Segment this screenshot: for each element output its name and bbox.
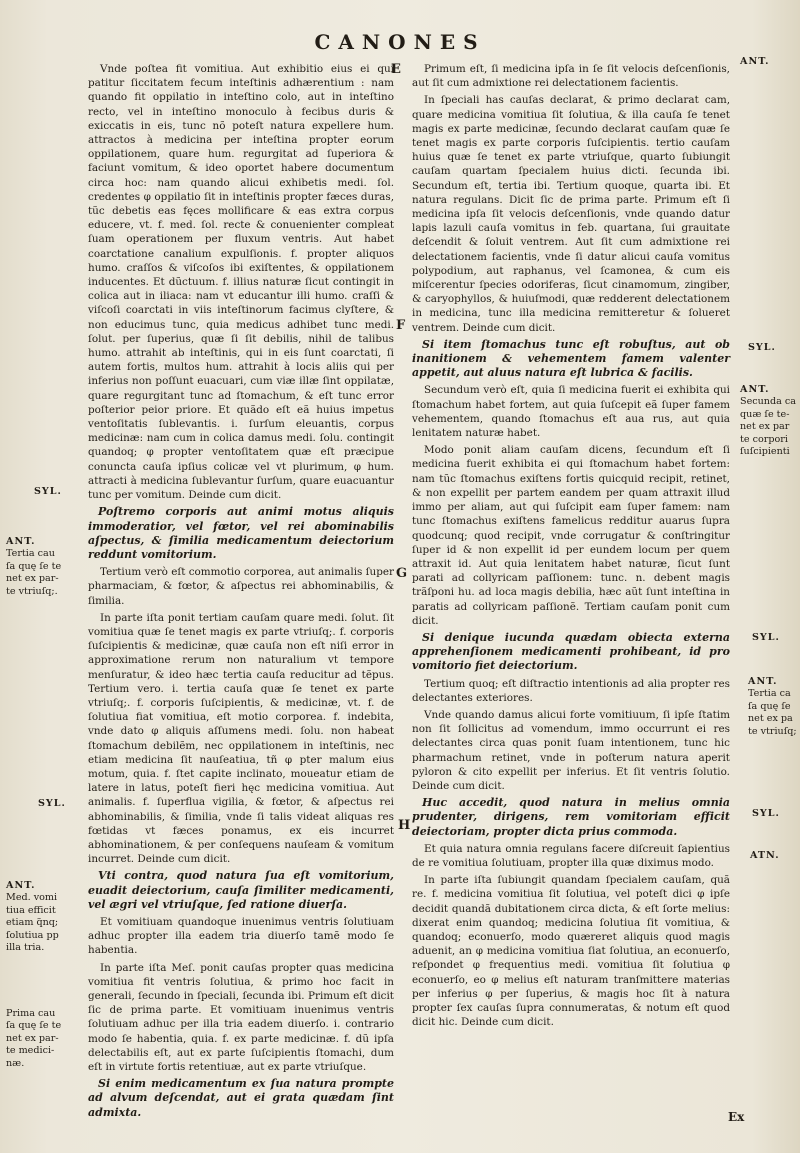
- gloss-tag: SYL.: [748, 342, 776, 353]
- gloss-line: Secunda ca: [740, 396, 796, 408]
- gloss-tag: ANT.: [740, 56, 770, 67]
- left-gloss-4: [6, 880, 59, 954]
- right-gloss-2: [748, 342, 776, 354]
- lemma-paragraph: Si enim medicamentum ex ſua natura prompte ad alvum deſcendat, aut ei grata quædam ſint admixta.: [88, 1077, 394, 1119]
- gloss-line: net ex par-: [6, 573, 59, 585]
- section-marker-g: G: [396, 566, 408, 581]
- lemma-paragraph: Si denique iucunda quædam obiecta externa apprehenſionem medicamenti prohibeant, id pro vomitorio fiet deiectorium.: [412, 630, 730, 673]
- section-marker-f: F: [396, 318, 406, 333]
- commentary-paragraph: Et quia natura omnia regulans facere diſcreuit ſapientius de re vomitiua ſolutiuam, propter illa quæ diximus modo.: [412, 842, 730, 869]
- commentary-paragraph: Primum eſt, ſi medicina ipſa in ſe ſit velocis deſcenſionis, aut ſit cum admixtione rei delectationem facientis.: [412, 63, 730, 90]
- running-header: CANONES: [314, 30, 486, 54]
- gloss-tag: SYL.: [34, 486, 62, 497]
- commentary-paragraph: Et vomitiuam quandoque inuenimus ventris ſolutiuam adhuc propter illa eadem tria diuerſo tamẽ modo ſe habentia.: [88, 915, 394, 957]
- gloss-line: Tertia cau: [6, 548, 55, 560]
- left-column: [88, 62, 394, 1123]
- commentary-paragraph: In parte iſta ſubiungit quandam ſpecialem cauſam, quã re. f. medicina vomitiua ſit ſolutiua, vel poteſt dici φ ipſe decidit quandã dubitationem circa dicta, & eſt ſorte melius: dixerat enim quandoq; medicina ſolutiua ſit vomitiua, & quandoq; econuerſo, modo quæreret aliquis quod magis aduenit, an φ medicina vomitiua ſiat ſolutiua, an econuerſo, reſpondet φ frequentius medi. vomitiua ſit ſolutiua φ econuerſo, eo φ melius eſt naturam tranſmittere materias per inferius φ per ſuperius, & magis hoc ſit à natura propter ſex cauſas ſupra connumeratas, & notum eſt quod dicit hic. Deinde cum dicit.: [412, 874, 730, 1029]
- gloss-line: ſa quę ſe te: [6, 560, 62, 572]
- gloss-line: quæ ſe te-: [740, 408, 790, 420]
- gloss-line: te vtriuſq;: [748, 725, 797, 737]
- gloss-line: illa tria.: [6, 942, 45, 954]
- gloss-tag: ANT.: [6, 536, 36, 547]
- commentary-paragraph: Tertium verò eſt commotio corporea, aut animalis ſuper pharmaciam, & fœtor, & aſpectus rei abhominabilis, & ſimilia.: [88, 566, 394, 607]
- catchword: Ex: [728, 1110, 745, 1124]
- commentary-paragraph: Vnde quando damus alicui forte vomitiuum, ſi ipſe ſtatim non ſit ſollicitus ad vomendum, immo occurrunt ei res delectantes circa quas ponit ſuam intentionem, tunc hic pharmachum retinet, vnde in poſterum natura aperit pyloron & cito expellit per inferius. Et ſit ventris ſolutio. Deinde cum dicit.: [412, 708, 730, 792]
- gloss-tag: ANT.: [748, 676, 778, 687]
- gloss-line: ſuſcipienti: [740, 446, 790, 458]
- gloss-line: Prima cau: [6, 1008, 56, 1019]
- gloss-line: net ex par-: [6, 1032, 59, 1044]
- gloss-line: næ.: [6, 1057, 25, 1069]
- commentary-paragraph: In parte iſta Meſ. ponit cauſas propter quas medicina vomitiua fit ventris ſolutiua, & primo hoc facit in generali, ſecundo in ſpeciali, ſecunda ibi. Primum eſt dicit ſic de prima parte. Et vomitiuam inuenimus ventris ſolutiuam adhuc per illa tria eadem diuerſo. i. contrario modo ſe habentia, quia. f. ex parte medicinæ. f. dũ ipſa delectabilis eſt, aut ex parte ſuſcipientis ſtomachi, dum eſt in virtute fortis retentiuæ, aut ex parte vtriuſque.: [88, 961, 394, 1074]
- lemma-paragraph: Huc accedit, quod natura in melius omnia prudenter, dirigens, rem vomitoriam efficit deiectoriam, propter dicta prius commoda.: [412, 796, 730, 838]
- right-gloss-6: [752, 808, 780, 820]
- left-gloss-5: [6, 1008, 61, 1070]
- section-marker-e: E: [391, 62, 401, 77]
- commentary-paragraph: In ſpeciali has cauſas declarat, & primo declarat cam, quare medicina vomitiua ſit ſolutiua, & illa cauſa ſe tenet magis ex parte medicinæ, ſecundo declarat cauſam quæ ſe tenet magis ex parte corporis ſuſcipientis. tertio cauſam huius quæ ſe tenet ex parte vtriuſque, quarto ſubiungit cauſam quartam ſpecialem huius dicti. ſecunda ibi. Secundum eſt, tertia ibi. Tertium quoque, quarta ibi. Et natura regulans. Dicit ſic de prima parte. Primum eſt ſi medicina ipſa ſit velocis deſcenſionis, vnde quando datur lapis lazuli cauſa vomitus in feb. quartana, ſui grauitate deſcendit & ſoluit ventrem. Aut ſit cum admixtione rei delectationem facientis, vnde ſi datur alicui cauſa vomitus polypodium, aut raphanus, vel ſcamonea, & cum eis miſcerentur ſpecies odoriferas, ſicut cinamomum, zingiber, & caryophyllos, & huiuſmodi, quæ redderent delectationem in medicina, tunc illa medicina remitteretur & ſolueret ventrem. Deinde cum dicit.: [412, 94, 730, 334]
- lemma-paragraph: Poſtremo corporis aut animi motus aliquis immoderatior, vel fœtor, vel rei abominabilis aſpectus, & ſimilia medicamentum deiectorium reddunt vomitorium.: [88, 505, 394, 561]
- commentary-paragraph: Vnde poſtea fit vomitiua. Aut exhibitio eius ei qui patitur ſiccitatem fecum inteſtinis adhærentium : nam quando fit oppilatio in inteſtino colo, aut in inteſtino recto, vel in inteſtino monoculo à fecibus duris & exiccatis in eis, tunc nõ poteſt natura expellere hum. attractos à medicina per inteſtina propter eorum oppilationem, quare hum. regurgitat ad ſuperiora & faciunt vomitum, & ideo oportet habere documentum circa hoc: nam quando alicui exhibetis medi. ſol. credentes φ oppilatio ſit in inteſtinis propter fæces duras, tũc debetis eas fęces mollificare & eas extra corpus educere, vt. f. med. ſol. recte & conuenienter compleat ſuam operationem per fluxum ventris. Aut habet coarctatione canalium expulſionis. f. propter aliquos humo. craſſos & viſcoſos ibi exiſtentes, & oppilationem inducentes. Et dũctuum. f. illius naturæ ſicut contingit in colica aut in iliaca: nam vt educantur illi humo. craſſi & viſcoſi coarctati in viis inteſtinorum facimus clyſtere, & non educimus tunc, quia medicus adhibet tunc medi. ſolut. per ſuperius, quæ ſi ſit debilis, nihil de talibus humo. attrahit ab inteſtinis, qui in eis ſunt coarctati, ſi autem fortis, multos hum. attrahit à locis aliis qui per inferius non poſſunt euacuari, cum viæ illæ ſint oppilatæ, quare regurgitant tunc ad ſtomachum, & eſt tunc error poſterior peior priore. Et quãdo eſt eã huius impetus ventoſitatis ſublevantis. i. ſurſum eleuantis, corpus medicinæ: nam cum in colica damus medi. ſolu. contingit quandoq; φ propter ventoſitatem quæ eſt præcipue conuncta cauſa ipſius colicæ vel vt plurimum, φ hum. attracti à medicina ſublevantur ſurſum, quare euacuantur tunc per vomitum. Deinde cum dicit.: [88, 63, 394, 502]
- right-gloss-3: [740, 384, 796, 458]
- gloss-line: etiam q̃nq;: [6, 917, 59, 929]
- gloss-line: tiua efficit: [6, 904, 56, 916]
- right-gloss-4: [752, 632, 780, 644]
- left-gloss-3: [38, 798, 66, 810]
- gloss-line: ſa quę ſe te: [6, 1020, 62, 1032]
- section-marker-h: H: [398, 818, 411, 833]
- gloss-line: ſolutiua pp: [6, 929, 59, 941]
- gloss-tag: SYL.: [752, 808, 780, 819]
- right-gloss-7: [750, 850, 780, 862]
- right-gloss-1: [740, 56, 769, 68]
- gloss-line: net ex par: [740, 421, 790, 433]
- right-column: [412, 62, 730, 1032]
- gloss-line: net ex pa: [748, 713, 793, 725]
- gloss-line: Tertia ca: [748, 688, 791, 700]
- gloss-line: Med. vomi: [6, 892, 58, 904]
- gloss-tag: SYL.: [38, 798, 66, 809]
- gloss-line: te corpori: [740, 433, 788, 445]
- commentary-paragraph: Tertium quoq; eſt diſtractio intentionis ad alia propter res delectantes exteriores.: [412, 677, 730, 704]
- gloss-tag: ANT.: [740, 384, 770, 395]
- commentary-paragraph: In parte iſta ponit tertiam cauſam quare medi. ſolut. ſit vomitiua quæ ſe tenet magis ex parte vtriuſq;. f. corporis ſuſcipientis & medicinæ, quæ cauſa non eſt niſi error in approximatione rerum non naturalium vt tempore menſuratur, & ideo hæc tertia cauſa reducitur ad tẽpus. Tertium vero. i. tertia cauſa quæ ſe tenet ex parte vtriuſq;. f. corporis ſuſcipientis, & medicinæ, vt. f. de ſolutiua fiat vomitiua, eſt motio corporea. f. indebita, vnde dato φ aliquis aſſumens medi. ſolu. non habeat ſtomachum debilẽm, nec oppilationem in inteſtinis, nec etiam medicina ſit nauſeatiua, tñ φ pter malum eius motum, quia. f. ſtet capite inclinato, moueatur etiam de latere in latus, poteſt fieri hęc medicina vomitiua. Aut animalis. f. ſuperflua vigilia, & fœtor, & aſpectus rei abhominabilis, & ſimilia, vnde ſi talis videat aliquas res fœtidas vt fæces ponamus, ex eis incurret abhominationem, & per conſequens nauſeam & vomitum incurret. Deinde cum dicit.: [88, 611, 394, 866]
- gloss-line: te medici-: [6, 1045, 55, 1057]
- gloss-tag: ATN.: [750, 850, 780, 861]
- commentary-paragraph: Modo ponit aliam cauſam dicens, ſecundum eſt ſi medicina fuerit exhibita ei qui ſtomachum habet fortem: nam tũc ſtomachus exiſtens fortis quicquid recipit, retinet, & non expellit per partem eandem per quam attraxit illud immo per aliam, aut qui ſuſcipit eam ſuper famem: nam tunc ſtomachus exiſtens famelicus redditur auarus ſupra quodcunq; quod recipit, vnde corrugatur & conſtringitur ſuper id & non expellit id per eundem locum per quem attraxit id. Aut quia lenitatem habet naturæ, ſicut ſunt parati ad collyricam paſſionem: tunc. n. debent magis trãſponi hu. ad loca magis debilia, hæc aũt ſunt inteſtina in paratis ad collyricam paſſionẽ. Tertiam cauſam ponit cum dicit.: [412, 444, 730, 627]
- lemma-paragraph: Vti contra, quod natura ſua eſt vomitorium, euadit deiectorium, cauſa ſimiliter medicamenti, vel ægri vel vtriuſque, ſed ratione diuerſa.: [88, 869, 394, 911]
- left-gloss-1: [34, 486, 62, 498]
- commentary-paragraph: Secundum verò eſt, quia ſi medicina fuerit ei exhibita qui ſtomachum habet fortem, aut quia ſuſcepit eã ſuper famem vehementem, quando ſtomachus eſt aua rus, aut quia lenitatem naturæ habet.: [412, 384, 730, 440]
- gloss-line: ſa quę ſe: [748, 700, 791, 712]
- gloss-tag: SYL.: [752, 632, 780, 643]
- gloss-tag: ANT.: [6, 880, 36, 891]
- left-gloss-2: [6, 536, 61, 598]
- right-gloss-5: [748, 676, 797, 738]
- lemma-paragraph: Si item ſtomachus tunc eſt robuſtus, aut ob inanitionem & vehementem famem valenter appetit, aut aluus natura eſt lubrica & facilis.: [412, 337, 730, 380]
- gloss-line: te vtriuſq;.: [6, 585, 58, 597]
